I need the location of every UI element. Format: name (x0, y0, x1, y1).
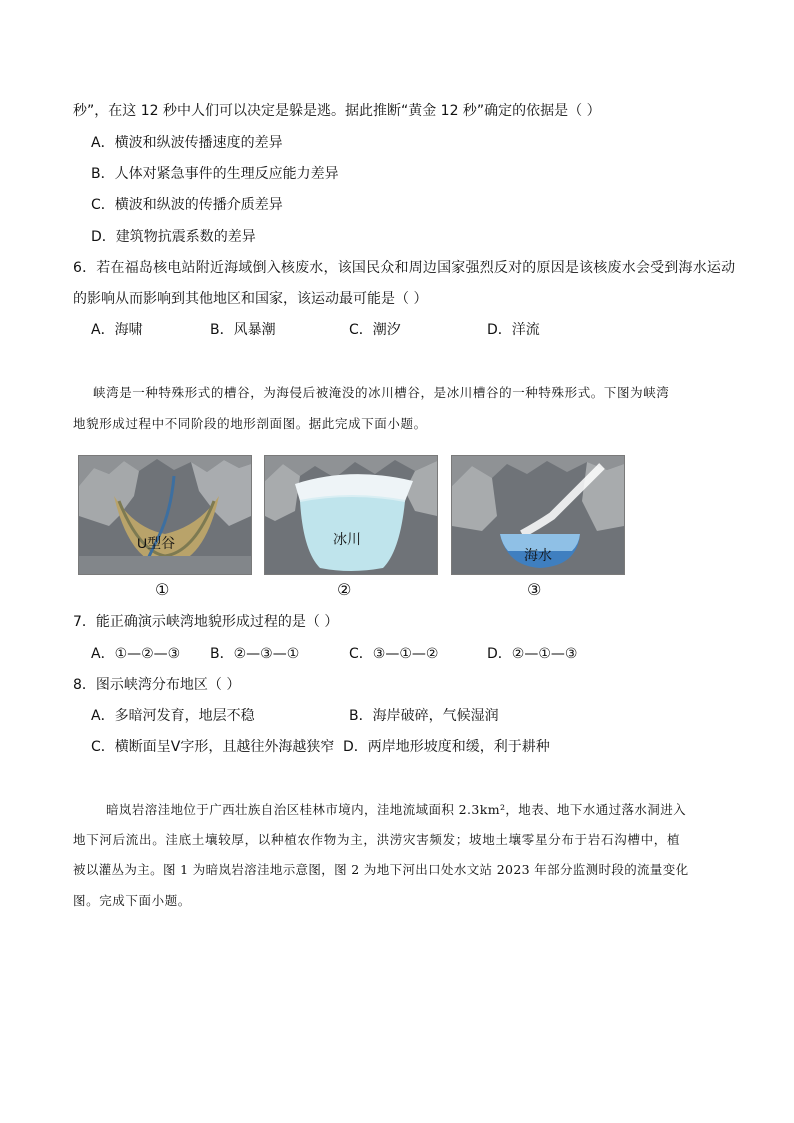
q6-option-d: D．洋流 (487, 322, 540, 338)
q6-option-a: A．海啸 (91, 322, 143, 338)
q7-option-b: B．②—③—① (210, 646, 300, 662)
q7-stem: 7．能正确演示峡湾地貌形成过程的是（ ） (73, 614, 339, 630)
u-valley-label: U型谷 (137, 535, 176, 551)
q8-option-c: C．横断面呈V字形，且越往外海越狭窄 (91, 739, 335, 755)
passage2-line4: 图。完成下面小题。 (73, 893, 191, 908)
figure-number-1: ① (155, 580, 170, 599)
figure-number-2: ② (337, 580, 352, 599)
q8-option-a: A．多暗河发育，地层不稳 (91, 708, 255, 724)
passage1-line2: 地貌形成过程中不同阶段的地形剖面图。据此完成下面小题。 (73, 416, 427, 431)
q6-stem-line2: 的影响从而影响到其他地区和国家，该运动最可能是（ ） (73, 291, 428, 307)
q7-option-c: C．③—①—② (349, 646, 439, 662)
q8-option-b: B．海岸破碎，气候湿润 (349, 708, 499, 724)
glacier-illustration (265, 456, 437, 574)
figure-sea-water (451, 455, 625, 575)
q6-stem-line1: 6．若在福岛核电站附近海域倒入核废水，该国民众和周边国家强烈反对的原因是该核废水会受到海水运动 (73, 260, 736, 276)
sea-water-illustration (452, 456, 624, 574)
figure-glacier (264, 455, 438, 575)
passage2-line2: 地下河后流出。洼底土壤较厚，以种植农作物为主，洪涝灾害频发；坡地土壤零星分布于岩石沟槽中，植 (73, 832, 681, 847)
q8-stem: 8．图示峡湾分布地区（ ） (73, 677, 241, 693)
passage2-line3: 被以灌丛为主。图 1 为暗岚岩溶洼地示意图，图 2 为地下河出口处水文站 2023 年部分监测时段的流量变化 (73, 862, 689, 877)
q5-stem-tail: 秒”，在这 12 秒中人们可以决定是躲是逃。据此推断“黄金 12 秒”确定的依据是（ ） (73, 103, 601, 119)
q6-option-c: C．潮汐 (349, 322, 401, 338)
q5-option-a: A．横波和纵波传播速度的差异 (91, 135, 283, 151)
passage2-line1: 暗岚岩溶洼地位于广西壮族自治区桂林市境内，洼地流域面积 2.3km²，地表、地下水通过落水洞进入 (106, 802, 686, 817)
q5-option-c: C．横波和纵波的传播介质差异 (91, 197, 283, 213)
q7-option-a: A．①—②—③ (91, 646, 181, 662)
figure-number-3: ③ (527, 580, 542, 599)
passage1-line1: 峡湾是一种特殊形式的槽谷，为海侵后被淹没的冰川槽谷，是冰川槽谷的一种特殊形式。下图为峡湾 (93, 385, 670, 400)
sea-water-label: 海水 (524, 547, 552, 563)
q5-option-b: B．人体对紧急事件的生理反应能力差异 (91, 166, 339, 182)
q5-option-d: D．建筑物抗震系数的差异 (91, 229, 256, 245)
q7-option-d: D．②—①—③ (487, 646, 578, 662)
figure-u-valley (78, 455, 252, 575)
q6-option-b: B．风暴潮 (210, 322, 276, 338)
q8-option-d: D．两岸地形坡度和缓，利于耕种 (343, 739, 550, 755)
glacier-label: 冰川 (333, 531, 361, 547)
u-valley-illustration (79, 456, 251, 574)
